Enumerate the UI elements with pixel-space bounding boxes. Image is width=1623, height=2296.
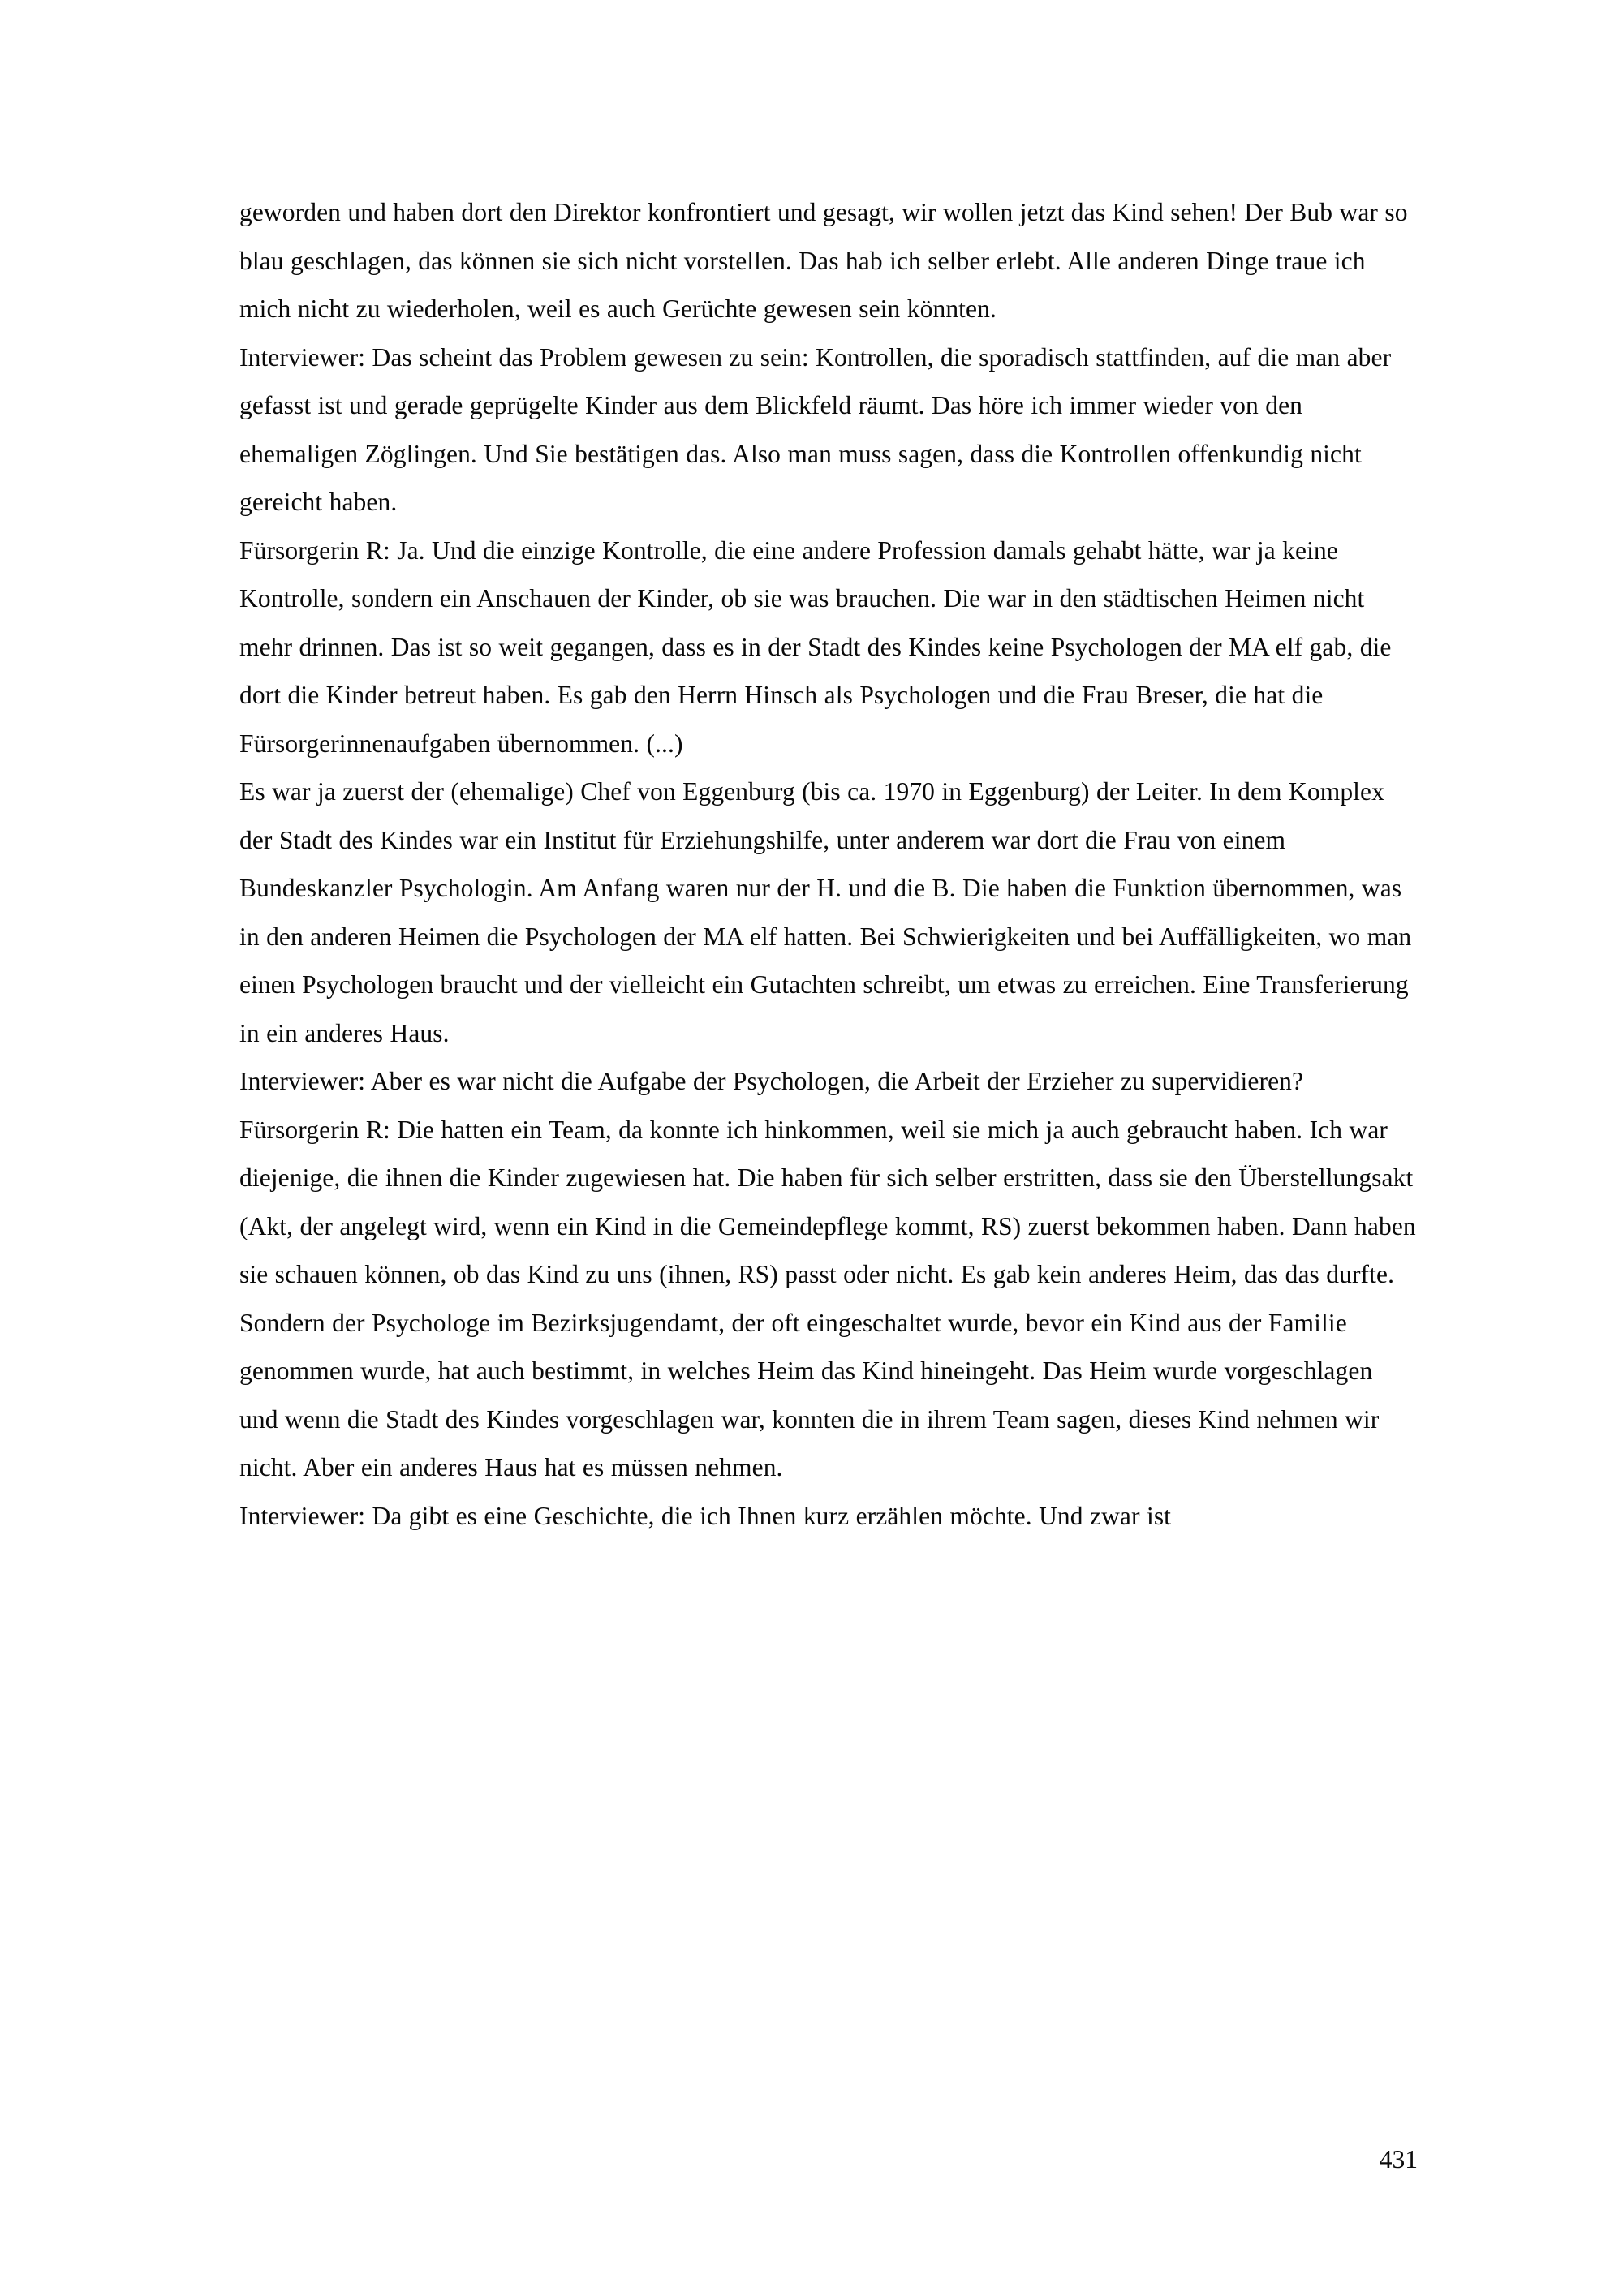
- paragraph: geworden und haben dort den Direktor konfrontiert und gesagt, wir wollen jetzt das Kind sehen! Der Bub war so blau geschlagen, das können sie sich nicht vorstellen. Das hab ich selber erlebt. Alle anderen Dinge traue ich mich nicht zu wiederholen, weil es auch Gerüchte gewesen sein könnten.: [239, 198, 1408, 323]
- page-number: 431: [1379, 2145, 1418, 2173]
- paragraph: Fürsorgerin R: Ja. Und die einzige Kontrolle, die eine andere Profession damals gehabt hätte, war ja keine Kontrolle, sondern ein Anschauen der Kinder, ob sie was brauchen. Die war in den städtischen Heimen nicht mehr drinnen. Das ist so weit gegangen, dass es in der Stadt des Kindes keine Psychologen der MA elf gab, die dort die Kinder betreut haben. Es gab den Herrn Hinsch als Psychologen und die Frau Breser, die hat die Fürsorgerinnenaufgaben übernommen. (...): [239, 535, 1392, 758]
- document-body: [239, 188, 1416, 1540]
- paragraph: Interviewer: Das scheint das Problem gewesen zu sein: Kontrollen, die sporadisch stattfinden, auf die man aber gefasst ist und gerade geprügelte Kinder aus dem Blickfeld räumt. Das höre ich immer wieder von den ehemaligen Zöglingen. Und Sie bestätigen das. Also man muss sagen, dass die Kontrollen offenkundig nicht gereicht haben.: [239, 342, 1392, 516]
- paragraph: Interviewer: Aber es war nicht die Aufgabe der Psychologen, die Arbeit der Erzieher zu supervidieren?: [239, 1067, 1304, 1095]
- paragraph: Fürsorgerin R: Die hatten ein Team, da konnte ich hinkommen, weil sie mich ja auch gebraucht haben. Ich war diejenige, die ihnen die Kinder zugewiesen hat. Die haben für sich selber erstritten, dass sie den Überstellungsakt (Akt, der angelegt wird, wenn ein Kind in die Gemeindepflege kommt, RS) zuerst bekommen haben. Dann haben sie schauen können, ob das Kind zu uns (ihnen, RS) passt oder nicht. Es gab kein anderes Heim, das das durfte. Sondern der Psychologe im Bezirksjugendamt, der oft eingeschaltet wurde, bevor ein Kind aus der Familie genommen wurde, hat auch bestimmt, in welches Heim das Kind hineingeht. Das Heim wurde vorgeschlagen und wenn die Stadt des Kindes vorgeschlagen war, konnten die in ihrem Team sagen, dieses Kind nehmen wir nicht. Aber ein anderes Haus hat es müssen nehmen.: [239, 1115, 1416, 1481]
- paragraph: Interviewer: Da gibt es eine Geschichte, die ich Ihnen kurz erzählen möchte. Und zwar ist: [239, 1501, 1172, 1530]
- paragraph: Es war ja zuerst der (ehemalige) Chef von Eggenburg (bis ca. 1970 in Eggenburg) der Leiter. In dem Komplex der Stadt des Kindes war ein Institut für Erziehungshilfe, unter anderem war dort die Frau von einem Bundeskanzler Psychologin. Am Anfang waren nur der H. und die B. Die haben die Funktion übernommen, was in den anderen Heimen die Psychologen der MA elf hatten. Bei Schwierigkeiten und bei Auffälligkeiten, wo man einen Psychologen braucht und der vielleicht ein Gutachten schreibt, um etwas zu erreichen. Eine Transferierung in ein anderes Haus.: [239, 777, 1412, 1047]
